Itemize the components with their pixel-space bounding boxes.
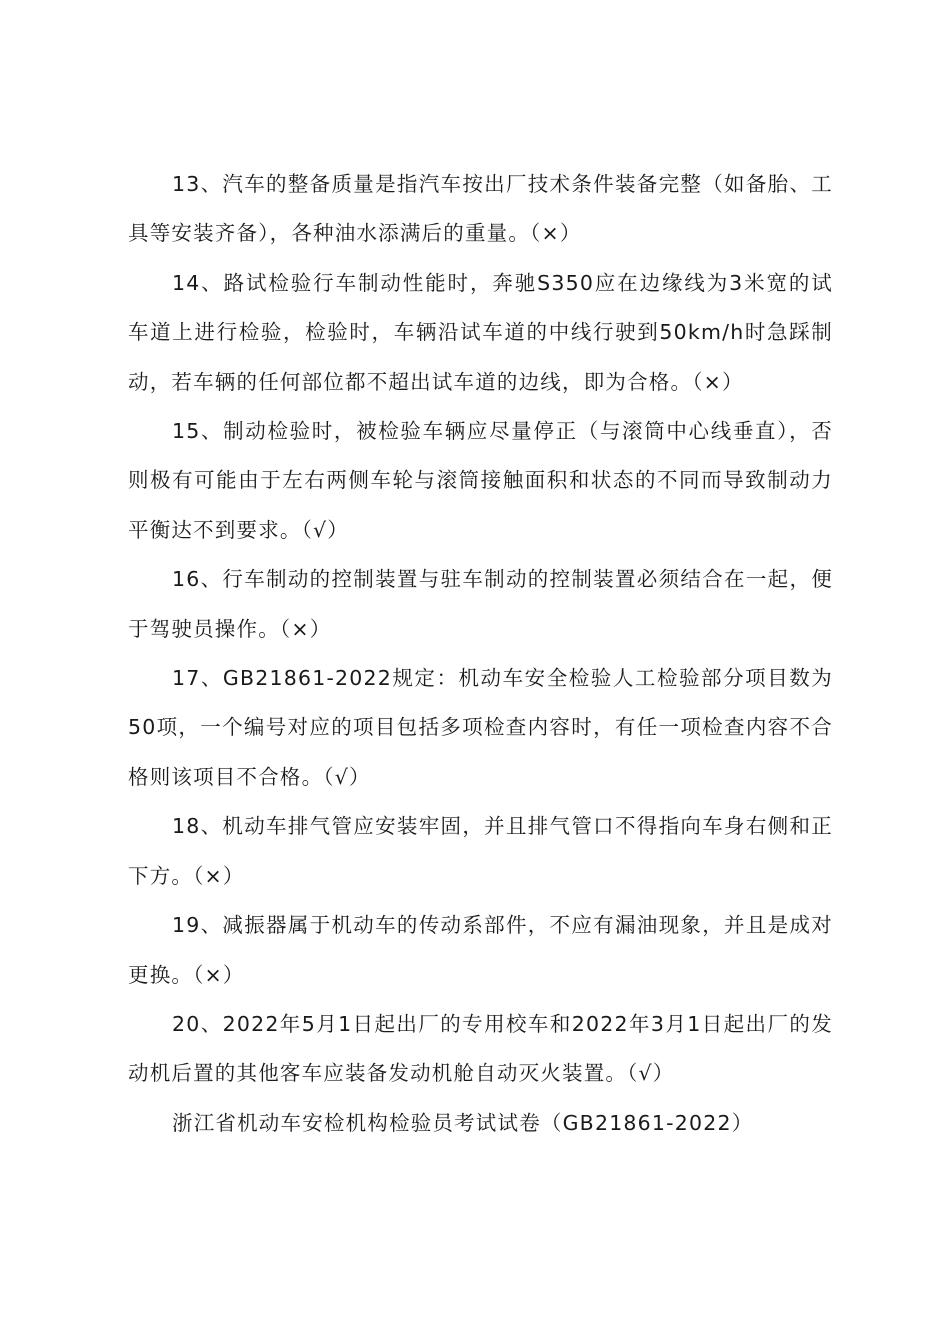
question-13: 13、汽车的整备质量是指汽车按出厂技术条件装备完整（如备胎、工具等安装齐备），各种油水添满后的重量。（×）	[128, 172, 833, 246]
document-body	[128, 160, 833, 1148]
question-19: 19、减振器属于机动车的传动系部件，不应有漏油现象，并且是成对更换。（×）	[128, 913, 833, 987]
question-17: 17、GB21861-2022规定：机动车安全检验人工检验部分项目数为50项，一个编号对应的项目包括多项检查内容时，有任一项检查内容不合格则该项目不合格。（√）	[128, 666, 833, 789]
question-20: 20、2022年5月1日起出厂的专用校车和2022年3月1日起出厂的发动机后置的其他客车应装备发动机舱自动灭火装置。（√）	[128, 1011, 833, 1086]
question-16: 16、行车制动的控制装置与驻车制动的控制装置必须结合在一起，便于驾驶员操作。（×）	[128, 567, 833, 641]
question-15: 15、制动检验时，被检验车辆应尽量停正（与滚筒中心线垂直），否则极有可能由于左右两侧车轮与滚筒接触面积和状态的不同而导致制动力平衡达不到要求。（√）	[128, 419, 833, 542]
question-14: 14、路试检验行车制动性能时，奔驰S350应在边缘线为3米宽的试车道上进行检验，检验时，车辆沿试车道的中线行驶到50km/h时急踩制动，若车辆的任何部位都不超出试车道的边线，即为合格。（×）	[128, 270, 833, 394]
question-18: 18、机动车排气管应安装牢固，并且排气管口不得指向车身右侧和正下方。（×）	[128, 814, 833, 888]
exam-title: 浙江省机动车安检机构检验员考试试卷（GB21861-2022）	[172, 1110, 754, 1135]
